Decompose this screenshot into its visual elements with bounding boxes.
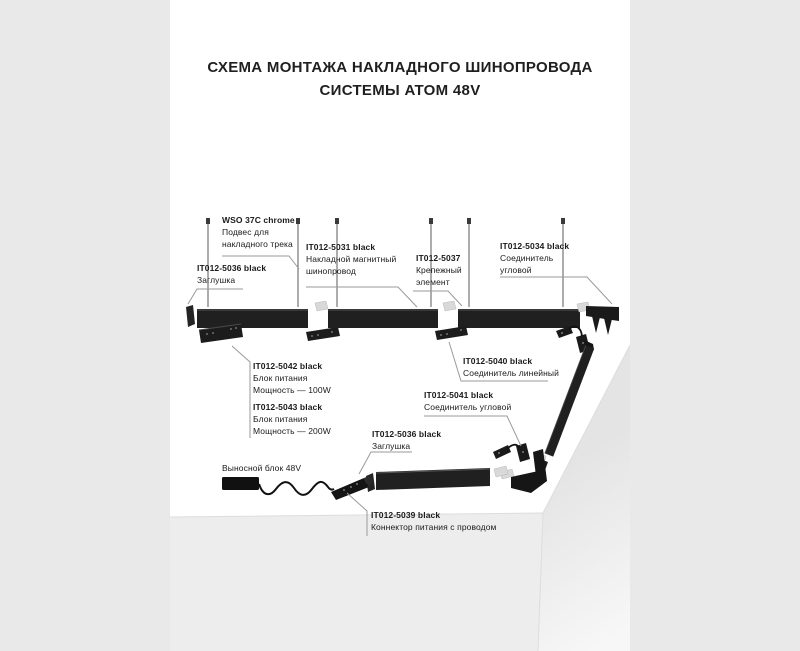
label-corner-top [500, 240, 569, 276]
room-corner [170, 345, 630, 651]
part-desc: Крепежный [416, 265, 462, 275]
label-linear-connector [463, 355, 559, 379]
part-desc: Выносной блок 48V [222, 463, 302, 473]
label-track [306, 241, 396, 277]
corner-connector-top [586, 306, 619, 335]
ceiling-track-run [186, 301, 590, 328]
wall-left [170, 513, 543, 651]
label-endcap-top [197, 262, 266, 286]
label-power-connector [371, 509, 496, 533]
part-desc: Соединитель угловой [424, 402, 512, 412]
wall-right [538, 345, 630, 651]
part-code: IT012-5034 black [500, 241, 570, 251]
part-desc: шинопровод [306, 266, 356, 276]
flex-connector-bottom [493, 443, 530, 462]
label-mount [416, 252, 462, 288]
part-code: IT012-5031 black [306, 242, 376, 252]
label-endcap-bottom [372, 428, 441, 452]
remote-driver-box [222, 477, 259, 490]
label-corner-bottom [424, 389, 511, 413]
part-desc: Мощность — 200W [253, 426, 331, 436]
power-cable [259, 482, 334, 495]
title-line-2: СИСТЕМЫ ATOM 48V [319, 82, 481, 99]
part-code: IT012-5036 black [197, 263, 267, 273]
track-segment-3 [458, 309, 580, 328]
part-desc: Блок питания [253, 373, 308, 383]
part-desc: Заглушка [372, 441, 411, 451]
part-code: WSO 37C chrome [222, 215, 295, 225]
label-psu-100w [253, 360, 331, 396]
bottom-track-run [366, 466, 508, 492]
part-desc: Заглушка [197, 275, 236, 285]
part-code: IT012-5039 black [371, 510, 441, 520]
part-desc: элемент [416, 277, 450, 287]
part-code: IT012-5041 black [424, 390, 494, 400]
part-desc: Блок питания [253, 414, 308, 424]
part-desc: накладного трека [222, 239, 293, 249]
title-line-1: СХЕМА МОНТАЖА НАКЛАДНОГО ШИНОПРОВОДА [207, 59, 593, 76]
label-psu-200w [253, 401, 331, 437]
part-code: IT012-5040 black [463, 356, 533, 366]
label-remote-driver [222, 462, 301, 474]
part-desc: Подвес для [222, 227, 269, 237]
part-desc: Соединитель линейный [463, 368, 559, 378]
part-desc: Мощность — 100W [253, 385, 331, 395]
track-segment-2 [328, 309, 438, 328]
part-desc: Соединитель [500, 253, 554, 263]
end-cap-left [186, 305, 195, 327]
part-desc: угловой [500, 265, 532, 275]
part-code: IT012-5037 [416, 253, 461, 263]
part-desc: Коннектор питания с проводом [371, 522, 497, 532]
leader-lines [188, 256, 612, 536]
track-segment-1 [197, 309, 308, 328]
linear-connector-1 [306, 327, 340, 341]
part-code: IT012-5043 black [253, 402, 323, 412]
power-connector [331, 478, 369, 500]
part-code: IT012-5042 black [253, 361, 323, 371]
part-desc: Накладной магнитный [306, 254, 397, 264]
part-code: IT012-5036 black [372, 429, 442, 439]
label-suspension [222, 214, 295, 250]
linear-connector-2 [435, 326, 468, 340]
